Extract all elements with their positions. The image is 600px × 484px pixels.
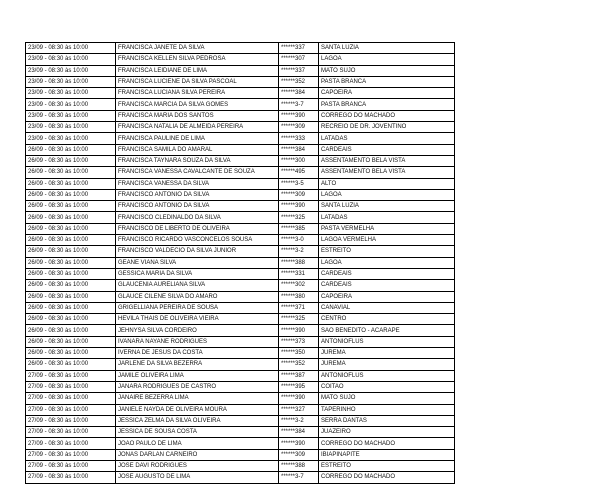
name-cell: JOSE AUGUSTO DE LIMA	[116, 472, 279, 483]
document-cell: ******307	[279, 54, 319, 65]
location-cell: PASTA VERMELHA	[319, 223, 455, 234]
date-time-cell: 27/09 - 08:30 às 10:00	[26, 472, 116, 483]
name-cell: JOSE DAVI RODRIGUES	[116, 460, 279, 471]
location-cell: SERRA DANTAS	[319, 415, 455, 426]
name-cell: FRANCISCA LEIDIANE DE LIMA	[116, 65, 279, 76]
date-time-cell: 27/09 - 08:30 às 10:00	[26, 449, 116, 460]
location-cell: ALTO	[319, 178, 455, 189]
location-cell: CAPOEIRA	[319, 291, 455, 302]
location-cell: MATO SUJO	[319, 65, 455, 76]
table-row	[26, 88, 455, 99]
date-time-cell: 23/09 - 08:30 às 10:00	[26, 110, 116, 121]
location-cell: ASSENTAMENTO BELA VISTA	[319, 167, 455, 178]
name-cell: JANAIRE BEZERRA LIMA	[116, 393, 279, 404]
name-cell: FRANCISCO ANTONIO DA SILVA	[116, 189, 279, 200]
table-row	[26, 325, 455, 336]
name-cell: FRANCISCA JANETE DA SILVA	[116, 43, 279, 54]
document-cell: ******387	[279, 370, 319, 381]
location-cell: JUREMA	[319, 348, 455, 359]
location-cell: LATADAS	[319, 212, 455, 223]
location-cell: ASSENTAMENTO BELA VISTA	[319, 155, 455, 166]
location-cell: LAGOA	[319, 257, 455, 268]
document-cell: ******390	[279, 393, 319, 404]
location-cell: CORREGO DO MACHADO	[319, 110, 455, 121]
name-cell: FRANCISCA KELLEN SILVA PEDROSA	[116, 54, 279, 65]
table-row	[26, 393, 455, 404]
date-time-cell: 27/09 - 08:30 às 10:00	[26, 427, 116, 438]
date-time-cell: 26/09 - 08:30 às 10:00	[26, 212, 116, 223]
date-time-cell: 23/09 - 08:30 às 10:00	[26, 133, 116, 144]
table-row	[26, 246, 455, 257]
location-cell: LAGOA	[319, 54, 455, 65]
date-time-cell: 23/09 - 08:30 às 10:00	[26, 65, 116, 76]
date-time-cell: 27/09 - 08:30 às 10:00	[26, 393, 116, 404]
table-row	[26, 201, 455, 212]
document-cell: ******350	[279, 348, 319, 359]
name-cell: FRANCISCO RICARDO VASCONCELOS SOUSA	[116, 235, 279, 246]
location-cell: LAGOA VERMELHA	[319, 235, 455, 246]
location-cell: LAGOA	[319, 189, 455, 200]
table-row	[26, 235, 455, 246]
name-cell: GESSICA MARIA DA SILVA	[116, 268, 279, 279]
date-time-cell: 26/09 - 08:30 às 10:00	[26, 189, 116, 200]
document-cell: ******309	[279, 122, 319, 133]
date-time-cell: 26/09 - 08:30 às 10:00	[26, 359, 116, 370]
table-row	[26, 404, 455, 415]
location-cell: CANAVIAL	[319, 302, 455, 313]
date-time-cell: 26/09 - 08:30 às 10:00	[26, 201, 116, 212]
name-cell: JOAO PAULO DE LIMA	[116, 438, 279, 449]
name-cell: FRANCISCA LUCIANA SILVA PEREIRA	[116, 88, 279, 99]
table-row	[26, 99, 455, 110]
date-time-cell: 23/09 - 08:30 às 10:00	[26, 43, 116, 54]
document-cell: ******3-7	[279, 472, 319, 483]
name-cell: IVERNA DE JESUS DA COSTA	[116, 348, 279, 359]
name-cell: JONAS DARLAN CARNEIRO	[116, 449, 279, 460]
location-cell: JUAZEIRO	[319, 427, 455, 438]
name-cell: FRANCISCO CLEDINALDO DA SILVA	[116, 212, 279, 223]
document-cell: ******390	[279, 201, 319, 212]
name-cell: FRANCISCO DE LIBERTO DE OLIVEIRA	[116, 223, 279, 234]
name-cell: FRANCISCA VANESSA DA SILVA	[116, 178, 279, 189]
schedule-table	[25, 42, 455, 484]
name-cell: JAMILE OLIVEIRA LIMA	[116, 370, 279, 381]
location-cell: RECREIO DE DR. JOVENTINO	[319, 122, 455, 133]
location-cell: ANTONIOFLUS	[319, 370, 455, 381]
table-row	[26, 370, 455, 381]
table-row	[26, 178, 455, 189]
location-cell: TAPERINHO	[319, 404, 455, 415]
table-row	[26, 336, 455, 347]
date-time-cell: 23/09 - 08:30 às 10:00	[26, 54, 116, 65]
date-time-cell: 26/09 - 08:30 às 10:00	[26, 246, 116, 257]
document-cell: ******352	[279, 76, 319, 87]
date-time-cell: 27/09 - 08:30 às 10:00	[26, 404, 116, 415]
location-cell: COITAO	[319, 381, 455, 392]
document-cell: ******388	[279, 460, 319, 471]
name-cell: JESSICA ZELMA DA SILVA OLIVEIRA	[116, 415, 279, 426]
location-cell: CARDEAIS	[319, 144, 455, 155]
date-time-cell: 27/09 - 08:30 às 10:00	[26, 438, 116, 449]
date-time-cell: 26/09 - 08:30 às 10:00	[26, 144, 116, 155]
document-cell: ******333	[279, 133, 319, 144]
date-time-cell: 26/09 - 08:30 às 10:00	[26, 223, 116, 234]
location-cell: SANTA LUZIA	[319, 43, 455, 54]
document-cell: ******384	[279, 88, 319, 99]
table-row	[26, 122, 455, 133]
document-cell: ******384	[279, 427, 319, 438]
document-cell: ******3-5	[279, 178, 319, 189]
location-cell: ANTONIOFLUS	[319, 336, 455, 347]
document-cell: ******495	[279, 167, 319, 178]
location-cell: LATADAS	[319, 133, 455, 144]
location-cell: CORREGO DO MACHADO	[319, 438, 455, 449]
name-cell: JESSICA DE SOUSA COSTA	[116, 427, 279, 438]
document-cell: ******371	[279, 302, 319, 313]
table-row	[26, 189, 455, 200]
date-time-cell: 26/09 - 08:30 às 10:00	[26, 155, 116, 166]
date-time-cell: 26/09 - 08:30 às 10:00	[26, 348, 116, 359]
document-cell: ******385	[279, 223, 319, 234]
location-cell: PASTA BRANCA	[319, 76, 455, 87]
date-time-cell: 26/09 - 08:30 às 10:00	[26, 257, 116, 268]
table-row	[26, 427, 455, 438]
date-time-cell: 26/09 - 08:30 às 10:00	[26, 302, 116, 313]
location-cell: SANTA LUZIA	[319, 201, 455, 212]
document-cell: ******373	[279, 336, 319, 347]
location-cell: CORREGO DO MACHADO	[319, 472, 455, 483]
location-cell: CARDEAIS	[319, 280, 455, 291]
document-cell: ******302	[279, 280, 319, 291]
name-cell: FRANCISCO ANTONIO DA SILVA	[116, 201, 279, 212]
date-time-cell: 26/09 - 08:30 às 10:00	[26, 235, 116, 246]
table-row	[26, 212, 455, 223]
document-cell: ******3-7	[279, 99, 319, 110]
name-cell: JARLENE DA SILVA BEZERRA	[116, 359, 279, 370]
document-cell: ******300	[279, 155, 319, 166]
date-time-cell: 23/09 - 08:30 às 10:00	[26, 76, 116, 87]
name-cell: FRANCISCA SAMILA DO AMARAL	[116, 144, 279, 155]
date-time-cell: 27/09 - 08:30 às 10:00	[26, 415, 116, 426]
table-row	[26, 460, 455, 471]
location-cell: ESTREITO	[319, 460, 455, 471]
name-cell: JANIELE NAYDA DE OLIVEIRA MOURA	[116, 404, 279, 415]
document-cell: ******325	[279, 212, 319, 223]
table-row	[26, 302, 455, 313]
table-row	[26, 155, 455, 166]
table-row	[26, 54, 455, 65]
document-cell: ******309	[279, 189, 319, 200]
name-cell: GLAUCE CILENE SILVA DO AMARO	[116, 291, 279, 302]
table-row	[26, 268, 455, 279]
table-row	[26, 415, 455, 426]
location-cell: ESTREITO	[319, 246, 455, 257]
name-cell: FRANCISCA MARCIA DA SILVA GOMES	[116, 99, 279, 110]
name-cell: FRANCISCA MARIA DOS SANTOS	[116, 110, 279, 121]
document-cell: ******390	[279, 438, 319, 449]
name-cell: FRANCISCA LUCIENE DA SILVA PASCOAL	[116, 76, 279, 87]
location-cell: JUREMA	[319, 359, 455, 370]
table-row	[26, 76, 455, 87]
document-cell: ******337	[279, 43, 319, 54]
location-cell: SAO BENEDITO - ACARAPE	[319, 325, 455, 336]
document-cell: ******3-2	[279, 246, 319, 257]
table-row	[26, 472, 455, 483]
table-row	[26, 43, 455, 54]
name-cell: FRANCISCA NATALIA DE ALMEIDA PEREIRA	[116, 122, 279, 133]
date-time-cell: 23/09 - 08:30 às 10:00	[26, 88, 116, 99]
date-time-cell: 23/09 - 08:30 às 10:00	[26, 99, 116, 110]
date-time-cell: 26/09 - 08:30 às 10:00	[26, 167, 116, 178]
name-cell: JEHNYSA SILVA CORDEIRO	[116, 325, 279, 336]
location-cell: CARDEAIS	[319, 268, 455, 279]
name-cell: HEVILA THAIS DE OLIVEIRA VIEIRA	[116, 314, 279, 325]
name-cell: FRANCISCA PAULINE DE LIMA	[116, 133, 279, 144]
name-cell: IVANARA NAYANE RODRIGUES	[116, 336, 279, 347]
date-time-cell: 27/09 - 08:30 às 10:00	[26, 381, 116, 392]
name-cell: GRIGELLIANA PEREIRA DE SOUSA	[116, 302, 279, 313]
date-time-cell: 26/09 - 08:30 às 10:00	[26, 268, 116, 279]
date-time-cell: 23/09 - 08:30 às 10:00	[26, 122, 116, 133]
location-cell: IBIAPINAPITE	[319, 449, 455, 460]
table-row	[26, 223, 455, 234]
table-row	[26, 280, 455, 291]
location-cell: MATO SUJO	[319, 393, 455, 404]
table-row	[26, 438, 455, 449]
date-time-cell: 26/09 - 08:30 às 10:00	[26, 291, 116, 302]
document-cell: ******331	[279, 268, 319, 279]
date-time-cell: 26/09 - 08:30 às 10:00	[26, 336, 116, 347]
table-row	[26, 133, 455, 144]
location-cell: PASTA BRANCA	[319, 99, 455, 110]
table-row	[26, 359, 455, 370]
document-cell: ******384	[279, 144, 319, 155]
name-cell: FRANCISCA VANESSA CAVALCANTE DE SOUZA	[116, 167, 279, 178]
document-cell: ******327	[279, 404, 319, 415]
date-time-cell: 26/09 - 08:30 às 10:00	[26, 178, 116, 189]
name-cell: FRANCISCO VALDECIO DA SILVA JUNIOR	[116, 246, 279, 257]
document-cell: ******388	[279, 257, 319, 268]
location-cell: CENTRO	[319, 314, 455, 325]
table-row	[26, 144, 455, 155]
date-time-cell: 27/09 - 08:30 às 10:00	[26, 460, 116, 471]
table-row	[26, 65, 455, 76]
document-cell: ******3-2	[279, 415, 319, 426]
name-cell: GEANE VIANA SILVA	[116, 257, 279, 268]
name-cell: FRANCISCA TAYNARA SOUZA DA SILVA	[116, 155, 279, 166]
table-row	[26, 381, 455, 392]
location-cell: CAPOEIRA	[319, 88, 455, 99]
date-time-cell: 26/09 - 08:30 às 10:00	[26, 280, 116, 291]
table-row	[26, 167, 455, 178]
table-row	[26, 314, 455, 325]
document-cell: ******337	[279, 65, 319, 76]
document-cell: ******352	[279, 359, 319, 370]
document-cell: ******390	[279, 110, 319, 121]
table-row	[26, 110, 455, 121]
table-row	[26, 291, 455, 302]
document-cell: ******3-0	[279, 235, 319, 246]
table-row	[26, 348, 455, 359]
schedule-rows	[26, 43, 455, 484]
date-time-cell: 26/09 - 08:30 às 10:00	[26, 314, 116, 325]
document-cell: ******395	[279, 381, 319, 392]
name-cell: JANARA RODRIGUES DE CASTRO	[116, 381, 279, 392]
date-time-cell: 26/09 - 08:30 às 10:00	[26, 325, 116, 336]
table-row	[26, 257, 455, 268]
document-cell: ******325	[279, 314, 319, 325]
document-cell: ******380	[279, 291, 319, 302]
date-time-cell: 27/09 - 08:30 às 10:00	[26, 370, 116, 381]
name-cell: GLAUCENIA AURELIANA SILVA	[116, 280, 279, 291]
table-row	[26, 449, 455, 460]
document-cell: ******390	[279, 325, 319, 336]
document-cell: ******309	[279, 449, 319, 460]
